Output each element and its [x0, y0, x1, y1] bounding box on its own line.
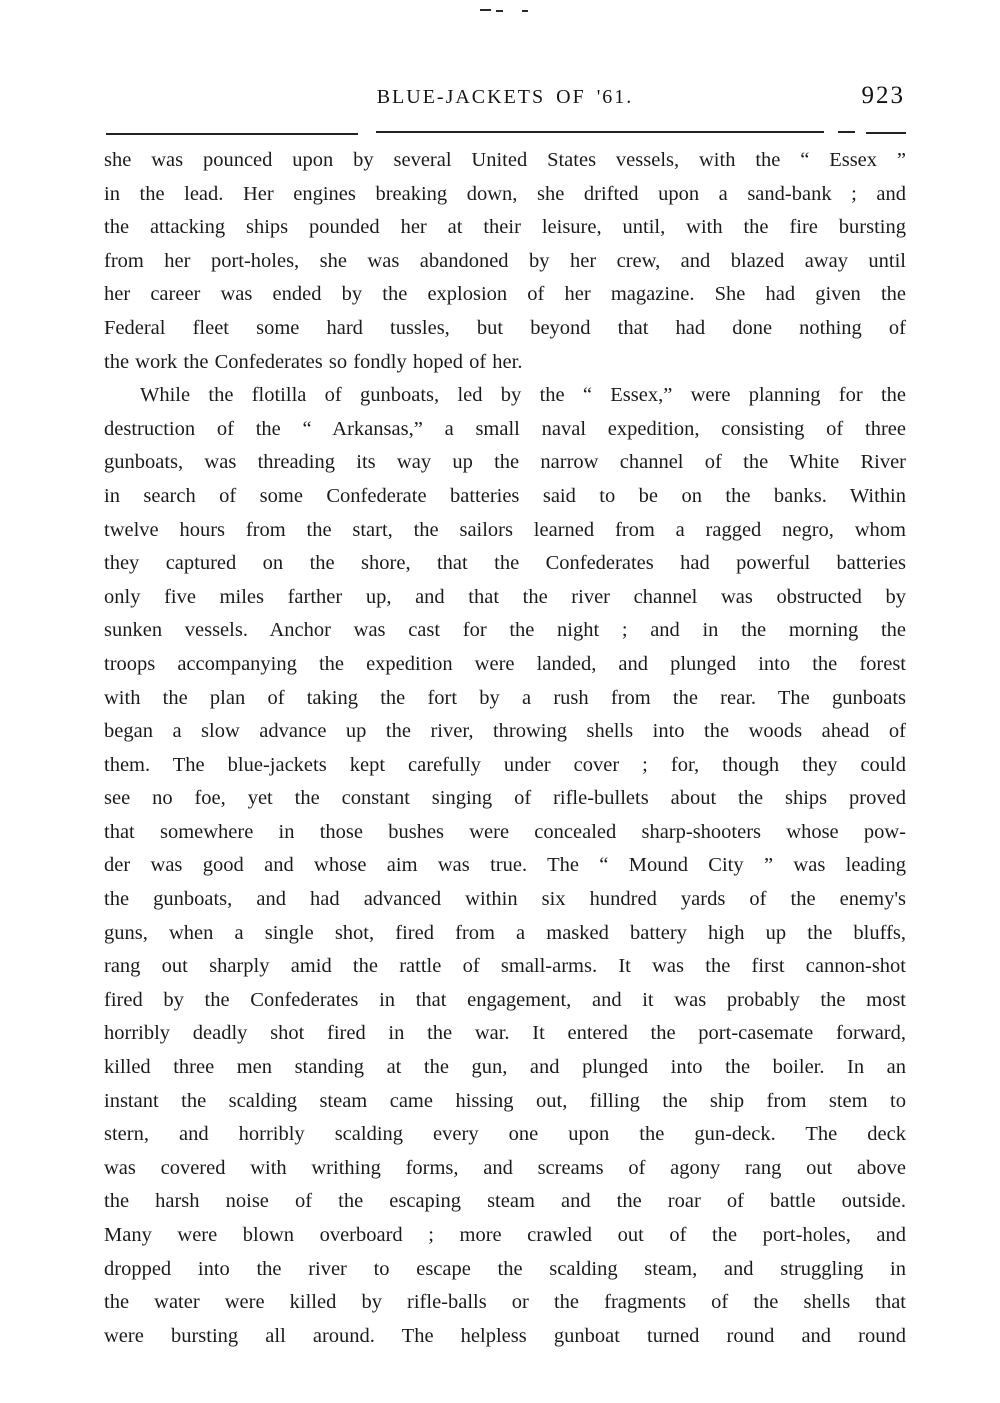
text-line: they captured on the shore, that the Confederates had powerful batteries: [104, 552, 906, 575]
text-line: gunboats, was threading its way up the narrow channel of the White River: [104, 451, 906, 474]
text-line: the work the Confederates so fondly hoped of her.: [104, 350, 523, 373]
text-line: in the lead. Her engines breaking down, she drifted upon a sand-bank ; and: [104, 182, 906, 205]
text-line: destruction of the “ Arkansas,” a small naval expedition, consisting of three: [104, 417, 906, 440]
scan-speckle: [480, 9, 491, 11]
text-line: her career was ended by the explosion of her magazine. She had given the: [104, 283, 906, 306]
running-title: BLUE-JACKETS OF '61.: [376, 86, 634, 108]
text-line: twelve hours from the start, the sailors learned from a ragged negro, whom: [104, 518, 906, 541]
text-line: only five miles farther up, and that the river channel was obstructed by: [104, 585, 906, 608]
text-line: horribly deadly shot fired in the war. It entered the port-casemate forward,: [104, 1022, 906, 1045]
text-line: stern, and horribly scalding every one upon the gun-deck. The deck: [104, 1123, 906, 1146]
text-line: that somewhere in those bushes were concealed sharp-shooters whose pow-: [104, 820, 906, 843]
page-header: [105, 82, 905, 116]
scan-speckle: [496, 10, 503, 12]
header-rule-segment: [866, 132, 906, 134]
text-line: Federal fleet some hard tussles, but beyond that had done nothing of: [104, 316, 906, 339]
text-line: the water were killed by rifle-balls or the fragments of the shells that: [104, 1291, 906, 1314]
text-line: fired by the Confederates in that engagement, and it was probably the most: [104, 988, 906, 1011]
text-line: with the plan of taking the fort by a rush from the rear. The gunboats: [104, 686, 906, 709]
text-line: sunken vessels. Anchor was cast for the night ; and in the morning the: [104, 619, 906, 642]
paragraph: [104, 144, 906, 379]
text-line: der was good and whose aim was true. The “ Mound City ” was leading: [104, 854, 906, 877]
text-line: dropped into the river to escape the scalding steam, and struggling in: [104, 1257, 906, 1280]
text-line: she was pounced upon by several United States vessels, with the “ Essex ”: [104, 149, 906, 171]
text-line: killed three men standing at the gun, and plunged into the boiler. In an: [104, 1056, 906, 1079]
text-line: While the flotilla of gunboats, led by the “ Essex,” were planning for the: [140, 384, 906, 407]
paragraph: [104, 379, 906, 1353]
text-line: the attacking ships pounded her at their leisure, until, with the fire bursting: [104, 216, 906, 239]
text-line: in search of some Confederate batteries said to be on the banks. Within: [104, 484, 906, 507]
text-line: rang out sharply amid the rattle of small-arms. It was the first cannon-shot: [104, 955, 906, 978]
text-line: the harsh noise of the escaping steam and the roar of battle outside.: [104, 1190, 906, 1213]
text-line: them. The blue-jackets kept carefully under cover ; for, though they could: [104, 753, 906, 776]
text-line: see no foe, yet the constant singing of rifle-bullets about the ships proved: [104, 787, 906, 810]
text-line: was covered with writhing forms, and screams of agony rang out above: [104, 1156, 906, 1179]
header-rule-segment: [376, 131, 824, 133]
text-block: [104, 144, 906, 1353]
page-number: 923: [861, 82, 905, 109]
text-line: troops accompanying the expedition were landed, and plunged into the forest: [104, 652, 906, 675]
text-line: began a slow advance up the river, throwing shells into the woods ahead of: [104, 720, 906, 743]
text-line: the gunboats, and had advanced within six hundred yards of the enemy's: [104, 888, 906, 911]
text-line: instant the scalding steam came hissing out, filling the ship from stem to: [104, 1089, 906, 1112]
header-rule-segment: [838, 131, 855, 133]
header-rule-segment: [106, 133, 358, 135]
text-line: were bursting all around. The helpless gunboat turned round and round: [104, 1324, 906, 1347]
scan-speckle: [522, 10, 528, 12]
text-line: Many were blown overboard ; more crawled out of the port-holes, and: [104, 1224, 906, 1246]
text-line: from her port-holes, she was abandoned by her crew, and blazed away until: [104, 249, 906, 272]
text-line: guns, when a single shot, fired from a masked battery high up the bluffs,: [104, 921, 906, 944]
